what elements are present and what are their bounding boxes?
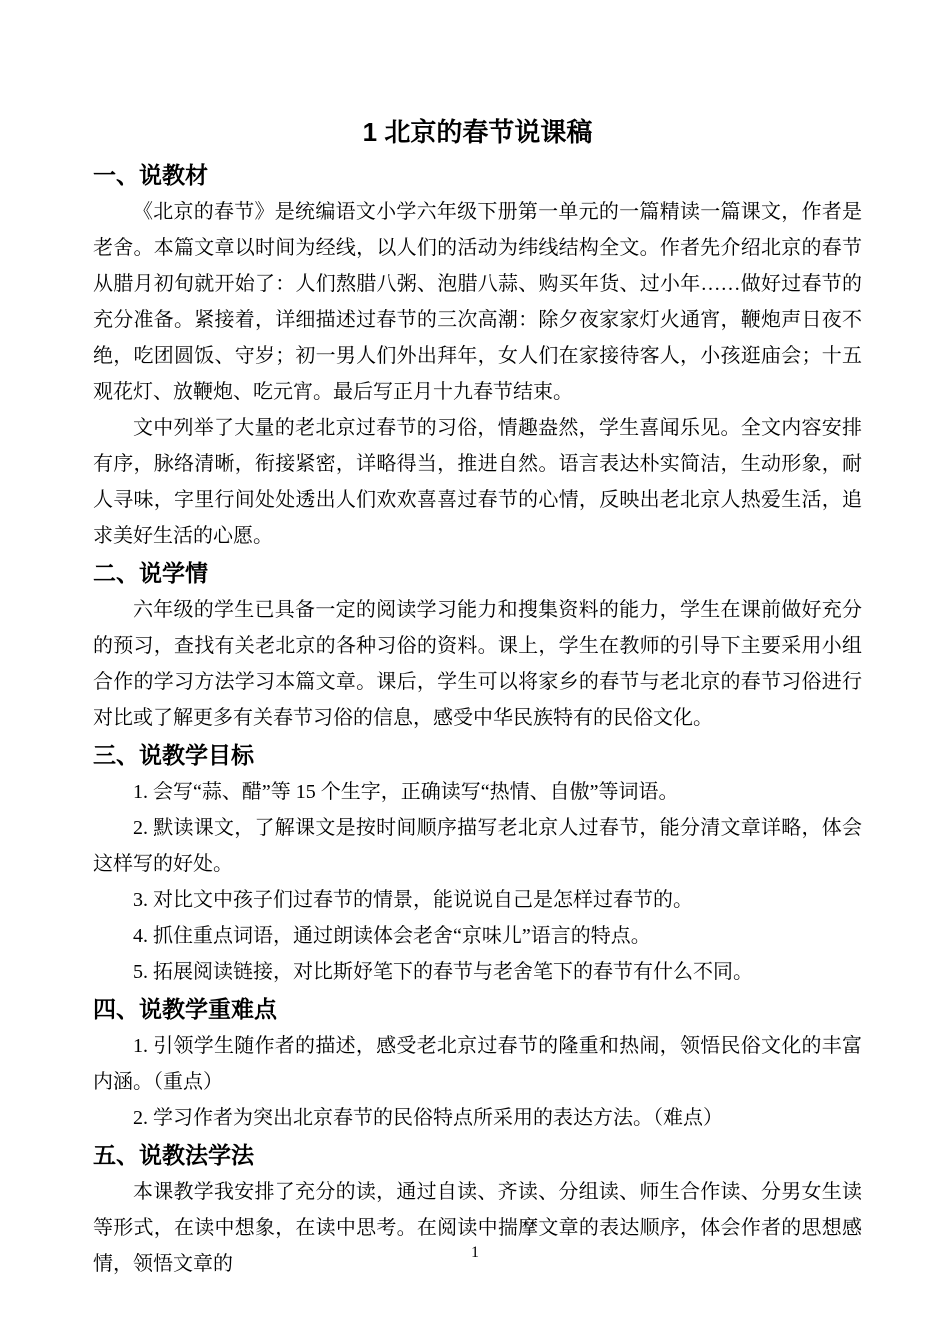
list-item: 2. 学习作者为突出北京春节的民俗特点所采用的表达方法。（难点） bbox=[133, 1107, 723, 1129]
paragraph: 文中列举了大量的老北京过春节的习俗，情趣盎然，学生喜闻乐见。全文内容安排有序，脉络清晰，衔接紧密，详略得当，推进自然。语言表达朴实简洁，生动形象，耐人寻味，字里行间处处透出人们欢欢喜喜过春节的心情，反映出老北京人热爱生活，追求美好生活的心愿。 bbox=[93, 417, 862, 547]
list-item: 1. 引领学生随作者的描述，感受老北京过春节的隆重和热闹，领悟民俗文化的丰富内涵。（重点） bbox=[93, 1035, 862, 1093]
paragraph: 六年级的学生已具备一定的阅读学习能力和搜集资料的能力，学生在课前做好充分的预习，查找有关老北京的各种习俗的资料。课上，学生在教师的引导下主要采用小组合作的学习方法学习本篇文章。课后，学生可以将家乡的春节与老北京的春节习俗进行对比或了解更多有关春节习俗的信息，感受中华民族特有的民俗文化。 bbox=[93, 599, 862, 729]
list-item: 3. 对比文中孩子们过春节的情景，能说说自己是怎样过春节的。 bbox=[133, 889, 693, 911]
paragraph: 《北京的春节》是统编语文小学六年级下册第一单元的一篇精读一篇课文，作者是老舍。本篇文章以时间为经线，以人们的活动为纬线结构全文。作者先介绍北京的春节从腊月初旬就开始了：人们熬腊八粥、泡腊八蒜、购买年货、过小年……做好过春节的充分准备。紧接着，详细描述过春节的三次高潮：除夕夜家家灯火通宵，鞭炮声日夜不绝，吃团圆饭、守岁；初一男人们外出拜年，女人们在家接待客人，小孩逛庙会；十五观花灯、放鞭炮、吃元宵。最后写正月十九春节结束。 bbox=[93, 201, 862, 403]
list-item: 2. 默读课文，了解课文是按时间顺序描写老北京人过春节，能分清文章详略，体会这样写的好处。 bbox=[93, 817, 862, 875]
page-number: 1 bbox=[471, 1244, 479, 1261]
paragraph: 本课教学我安排了充分的读，通过自读、齐读、分组读、师生合作读、分男女生读等形式，在读中想象，在读中思考。在阅读中揣摩文章的表达顺序，体会作者的思想感情，领悟文章的 bbox=[93, 1181, 862, 1275]
section-heading-shuoxueqing: 二、说学情 bbox=[93, 560, 208, 586]
section-heading-jiaofa-xuefa: 五、说教法学法 bbox=[93, 1142, 254, 1168]
section-heading-shuojiaocai: 一、说教材 bbox=[93, 162, 208, 188]
list-item: 1. 会写“蒜、醋”等 15 个生字，正确读写“热情、自傲”等词语。 bbox=[133, 781, 679, 803]
document-title: 1 北京的春节说课稿 bbox=[362, 117, 593, 147]
section-heading-jiaoxue-mubiao: 三、说教学目标 bbox=[93, 742, 254, 768]
section-heading-zhongnandian: 四、说教学重难点 bbox=[93, 996, 277, 1022]
list-item: 5. 拓展阅读链接，对比斯妤笔下的春节与老舍笔下的春节有什么不同。 bbox=[133, 961, 753, 983]
list-item: 4. 抓住重点词语，通过朗读体会老舍“京味儿”语言的特点。 bbox=[133, 925, 651, 947]
